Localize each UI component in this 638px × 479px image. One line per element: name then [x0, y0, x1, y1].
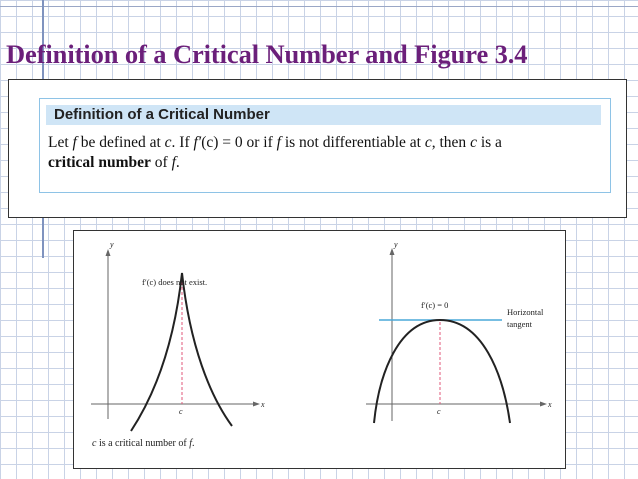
- def-text: be defined at: [76, 134, 165, 151]
- def-text: .: [175, 154, 180, 171]
- right-c-label: c: [437, 407, 441, 416]
- right-y-label: y: [394, 240, 398, 249]
- left-y-label: y: [110, 240, 114, 249]
- definition-heading: Definition of a Critical Number: [54, 106, 270, 123]
- definition-box: [39, 98, 611, 193]
- def-var: f: [72, 134, 77, 151]
- def-text: is not differentiable at: [280, 134, 425, 151]
- right-x-label: x: [548, 400, 552, 409]
- tangent-label-line2: tangent: [507, 319, 533, 329]
- figure-panel: [73, 230, 566, 469]
- def-text: is a: [476, 134, 502, 151]
- right-y-arrow-icon: [390, 248, 395, 255]
- tangent-label-line1: Horizontal: [507, 307, 544, 317]
- right-graph: [366, 240, 552, 423]
- left-annotation: f′(c) does not exist.: [142, 277, 208, 287]
- left-x-label: x: [261, 400, 265, 409]
- slide-title: Definition of a Critical Number and Figure 3.4: [6, 39, 528, 69]
- def-text: Let: [48, 134, 73, 151]
- left-graph: [91, 240, 265, 431]
- figure-caption: [92, 438, 194, 449]
- def-var: c: [470, 134, 477, 151]
- right-curve-parabola: [374, 320, 510, 423]
- def-text: = 0 or if: [218, 134, 277, 151]
- def-text: (c): [201, 134, 219, 151]
- left-x-arrow-icon: [253, 402, 260, 407]
- def-text: , then: [431, 134, 471, 151]
- right-annotation: f′(c) = 0: [421, 300, 449, 310]
- caption-text: is a critical number of: [96, 438, 190, 449]
- caption-c: c: [92, 438, 97, 449]
- critical-number-term: critical number: [48, 154, 151, 171]
- definition-panel: [8, 79, 627, 218]
- def-var: c: [164, 134, 172, 151]
- def-var: f: [276, 134, 281, 151]
- def-text: of: [150, 154, 172, 171]
- top-rule: [0, 6, 638, 7]
- def-var: c: [424, 134, 432, 151]
- left-y-arrow-icon: [106, 249, 111, 256]
- figure-3-4: [74, 231, 565, 468]
- def-var: f′: [193, 134, 202, 151]
- caption-end: .: [191, 438, 195, 449]
- left-c-label: c: [179, 407, 183, 416]
- right-x-arrow-icon: [540, 402, 547, 407]
- caption-f: f: [189, 438, 192, 449]
- def-text: . If: [171, 134, 194, 151]
- def-var: f: [171, 154, 176, 171]
- definition-body: [48, 133, 600, 173]
- definition-header: [46, 105, 601, 125]
